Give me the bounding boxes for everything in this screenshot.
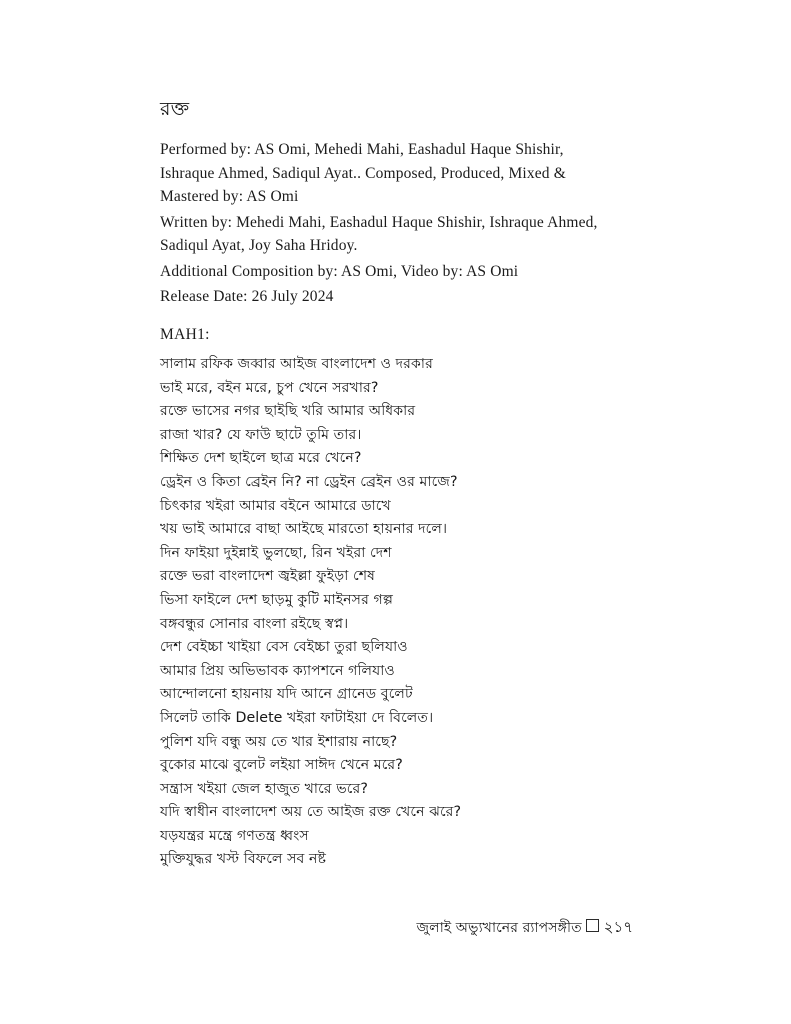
credit-line: Sadiqul Ayat, Joy Saha Hridoy.: [160, 237, 358, 254]
lyric-line: আমার প্রিয় অভিভাবক ক্যাপশনে গলিযাও: [160, 662, 395, 679]
lyric-line: যড়যন্ত্রর মন্ত্রে গণতন্ত্র ধ্বংস: [160, 827, 309, 844]
lyric-line: যদি স্বাধীন বাংলাদেশ অয় তে আইজ রক্ত খেনে ঝরে?: [160, 804, 462, 821]
lyric-line: শিক্ষিত দেশ ছাইলে ছাত্র মরে খেনে?: [160, 450, 362, 467]
box-glyph-icon: [586, 919, 599, 932]
lyric-line: রাজা খার? যে ফাউ ছাটে তুমি তার।: [160, 426, 362, 443]
credit-line: Performed by: AS Omi, Mehedi Mahi, Eashadul Haque Shishir,: [160, 141, 564, 158]
speaker-label: MAH1:: [160, 325, 210, 343]
lyric-line: ভিসা ফাইলে দেশ ছাড়মু কুটি মাইনসর গল্প: [160, 591, 394, 608]
footer-inner: [416, 916, 633, 939]
lyric-line: রক্তে ভরা বাংলাদেশ জ্বইল্লা ফুইড়া শেষ: [160, 568, 376, 585]
lyric-line: বুকোর মাঝে বুলেট লইয়া সাঈদ খেনে মরে?: [160, 757, 403, 774]
footer-book-title: জুলাই অভ্যুখানের র‍্যাপসঙ্গীত: [416, 920, 582, 936]
page-content: [160, 96, 680, 872]
page-footer: [160, 916, 633, 939]
lyric-line: আন্দোলনো হায়নায় যদি আনে গ্রানেড বুলেট: [160, 686, 413, 703]
lyric-line: দিন ফাইয়া দুইন্নাই ভুলছো, রিন খইরা দেশ: [160, 544, 392, 561]
lyric-line: সিলেট তাকি Delete খইরা ফাটাইয়া দে বিলেত।: [160, 709, 434, 726]
lyric-line: সালাম রফিক জব্বার আইজ বাংলাদেশ ও দরকার: [160, 356, 433, 372]
lyric-line: দেশ বেইচ্চা খাইয়া বেস বেইচ্চা তুরা ছলিযাও: [160, 639, 408, 656]
credit-line: Mastered by: AS Omi: [160, 188, 299, 205]
lyric-line: চিৎকার খইরা আমার বইনে আমারে ডাখে: [160, 497, 391, 514]
credits-block: [160, 138, 680, 309]
credit-line: Ishraque Ahmed, Sadiqul Ayat.. Composed, Produced, Mixed &: [160, 164, 566, 182]
release-date-line: Release Date: 26 July 2024: [160, 288, 334, 305]
credit-paragraph: [160, 260, 680, 284]
lyric-line: পুলিশ যদি বন্ধু অয় তে খার ইশারায় নাছে?: [160, 733, 398, 750]
credit-paragraph: [160, 138, 680, 209]
credit-paragraph: [160, 211, 680, 258]
lyric-line: ভাই মরে, বইন মরে, চুপ খেনে সরখার?: [160, 379, 379, 396]
lyric-line: ড্রেইন ও কিতা ব্রেইন নি? না ড্রেইন ব্রেইন ওর মাজে?: [160, 473, 458, 490]
credit-line: Additional Composition by: AS Omi, Video by: AS Omi: [160, 262, 519, 280]
credit-paragraph: [160, 285, 680, 309]
lyric-line: মুক্তিযুদ্ধর খস্ট বিফলে সব নষ্ট: [160, 851, 327, 868]
song-title: রক্ত: [160, 98, 190, 120]
lyric-line: খয় ভাই আমারে বাছা আইছে মারতো হায়নার দলে।: [160, 521, 448, 538]
credit-line: Written by: Mehedi Mahi, Eashadul Haque Shishir, Ishraque Ahmed,: [160, 213, 598, 231]
lyric-line: সন্ত্রাস খইয়া জেল হাজুত খারে ভরে?: [160, 780, 368, 797]
lyrics-list: [160, 353, 680, 872]
lyric-line: রক্তে ভাসের নগর ছাইছি খরি আমার অধিকার: [160, 403, 416, 420]
lyric-line: বঙ্গবন্ধুর সোনার বাংলা রইছে স্বপ্ন।: [160, 615, 349, 632]
page-number: ২১৭: [603, 918, 633, 936]
